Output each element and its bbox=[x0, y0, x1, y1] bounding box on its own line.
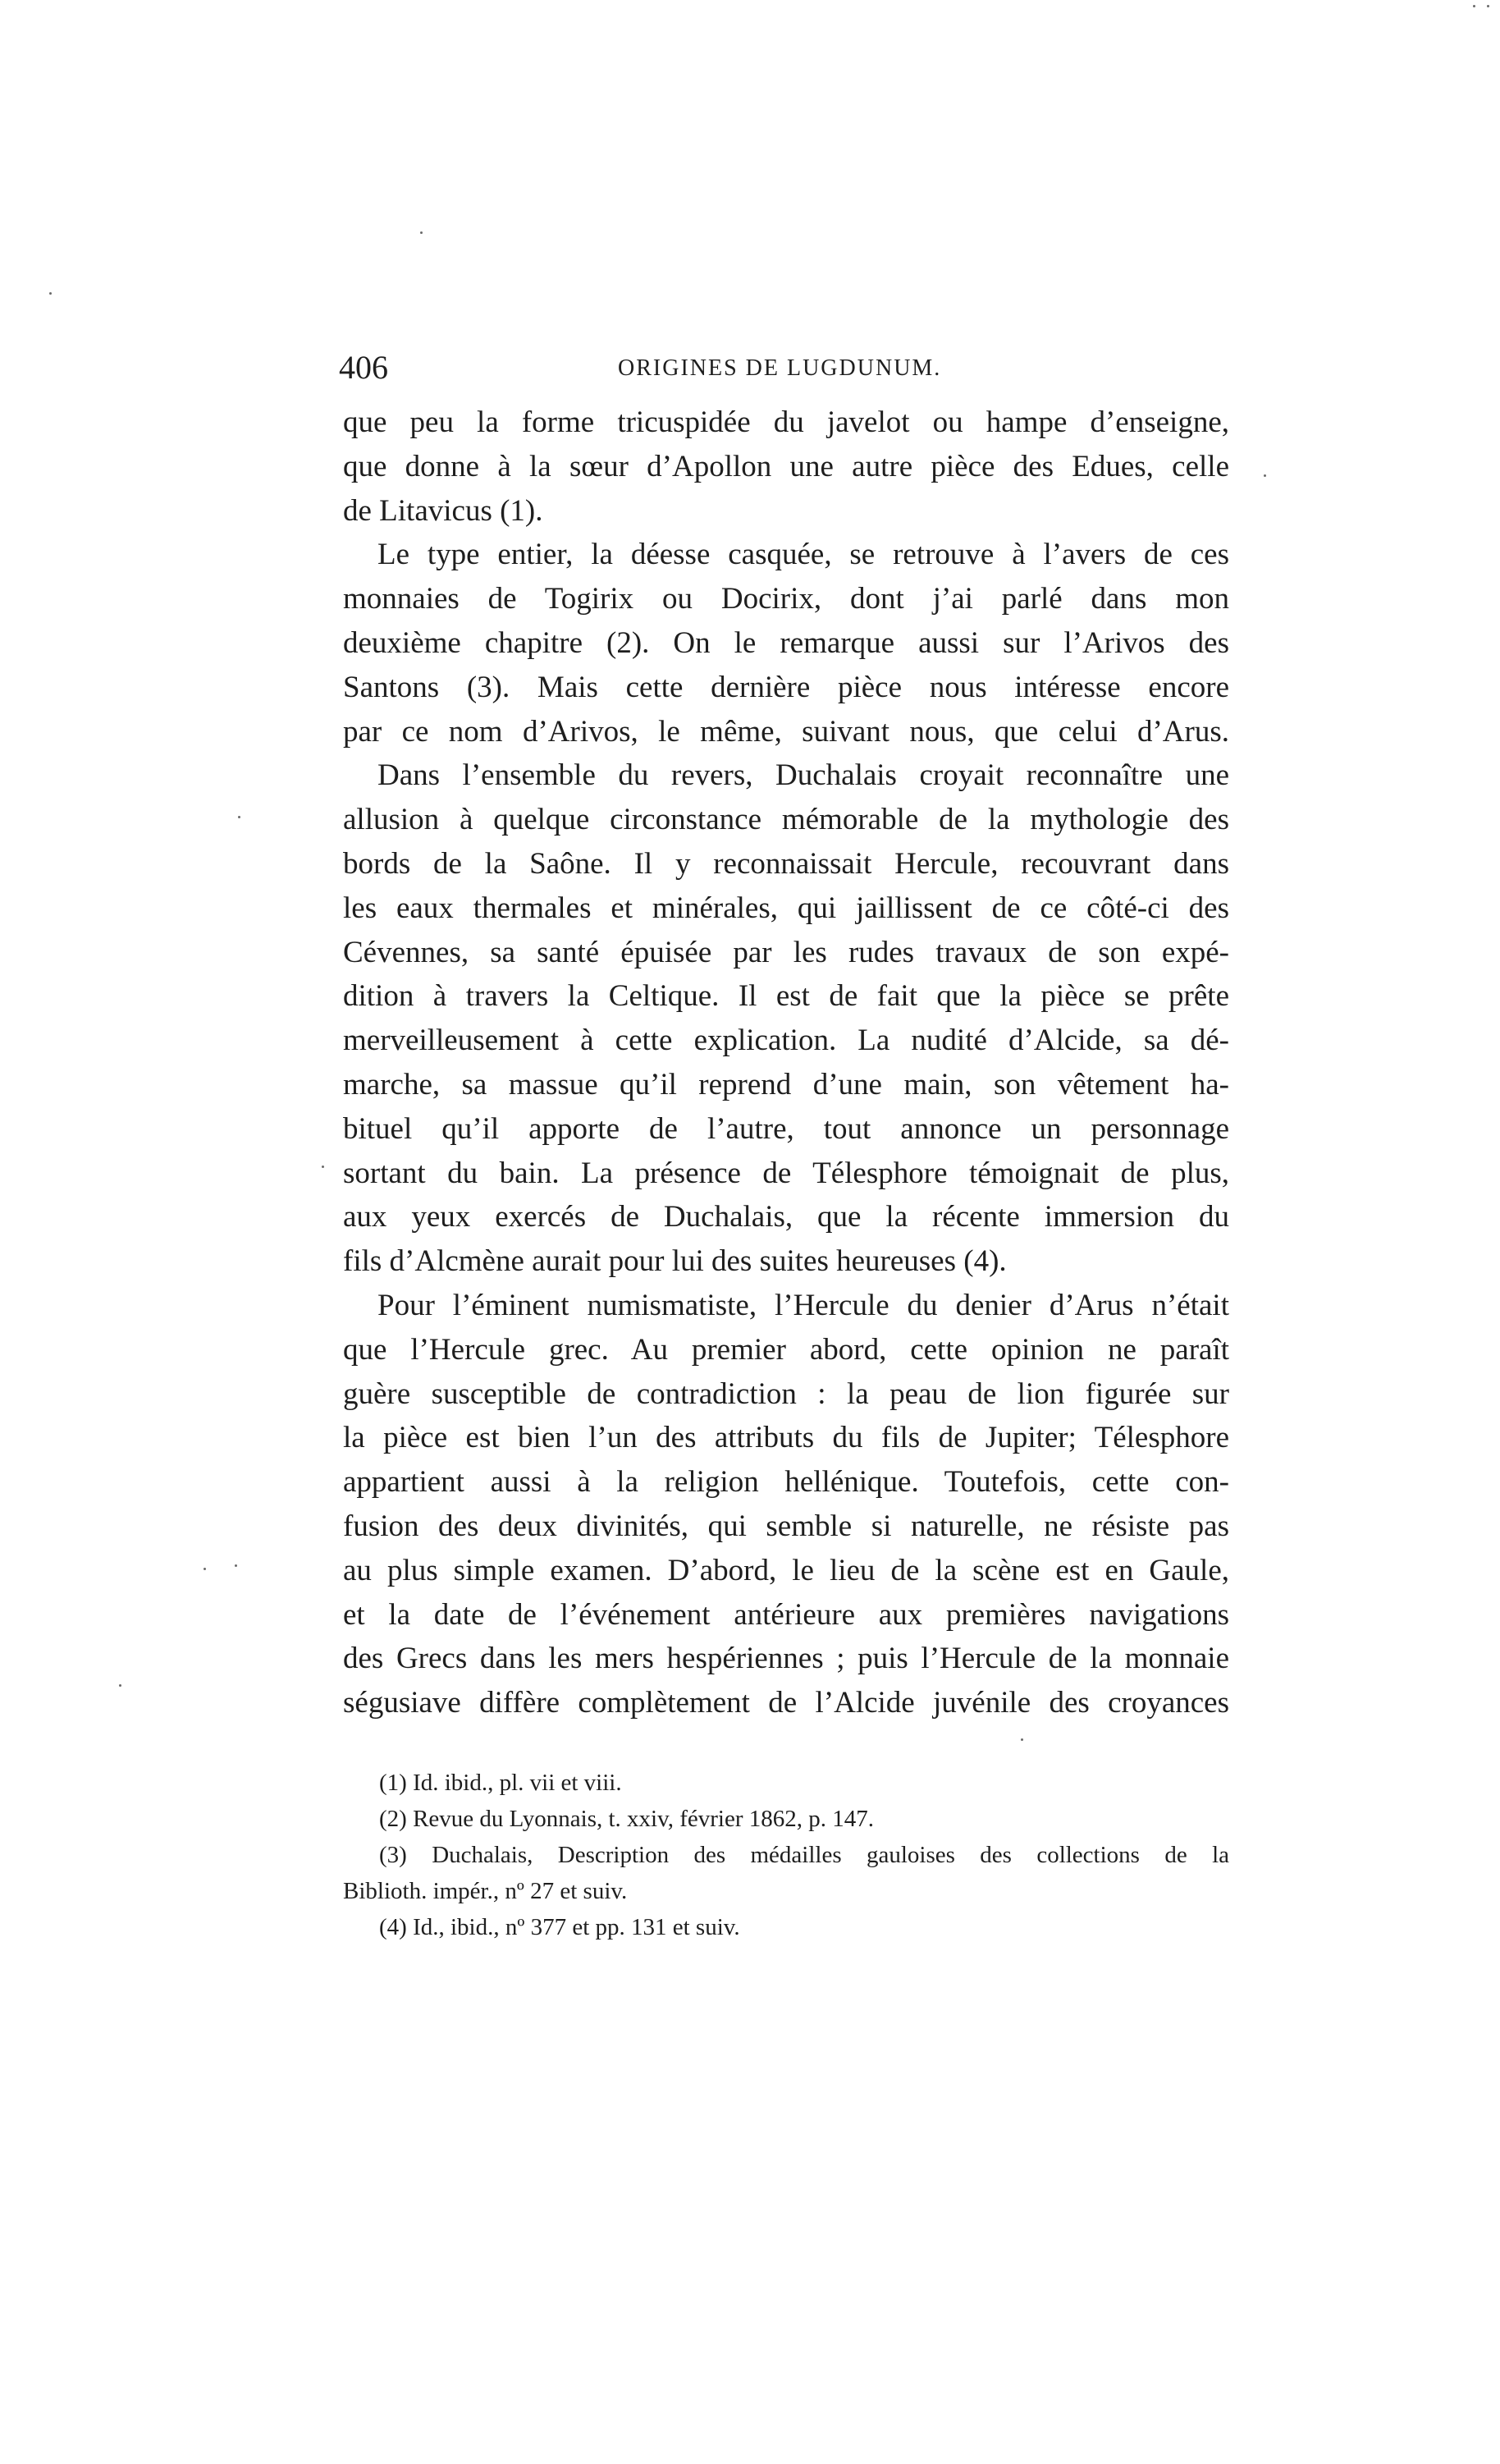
body-line: que peu la forme tricuspidée du javelot ou hampe d’enseigne, bbox=[343, 405, 1229, 439]
footnotes bbox=[343, 1765, 1229, 1945]
body-line: par ce nom d’Arivos, le même, suivant nous, que celui d’Arus. bbox=[343, 714, 1229, 749]
body-line: sortant du bain. La présence de Télesphore témoignait de plus, bbox=[343, 1156, 1229, 1190]
scan-speck bbox=[1473, 5, 1475, 7]
body-line: Cévennes, sa santé épuisée par les rudes travaux de son expé- bbox=[343, 935, 1229, 969]
page-number: 406 bbox=[339, 349, 388, 386]
body-line: aux yeux exercés de Duchalais, que la récente immersion du bbox=[343, 1200, 1229, 1234]
scan-speck bbox=[49, 292, 52, 295]
scan-speck bbox=[420, 231, 423, 234]
body-line: guère susceptible de contradiction : la peau de lion figurée sur bbox=[343, 1376, 1229, 1411]
body-line: des Grecs dans les mers hespériennes ; puis l’Hercule de la monnaie bbox=[343, 1642, 1229, 1676]
body-line: deuxième chapitre (2). On le remarque aussi sur l’Arivos des bbox=[343, 625, 1229, 660]
body-line: bords de la Saône. Il y reconnaissait Hercule, recouvrant dans bbox=[343, 846, 1229, 881]
body-line: dition à travers la Celtique. Il est de fait que la pièce se prête bbox=[343, 979, 1229, 1014]
scan-speck bbox=[1264, 474, 1266, 477]
running-title: ORIGINES DE LUGDUNUM. bbox=[618, 355, 942, 381]
footnote: (2) Revue du Lyonnais, t. xxiv, février 1862, p. 147. bbox=[379, 1806, 874, 1832]
body-line: au plus simple examen. D’abord, le lieu de la scène est en Gaule, bbox=[343, 1553, 1229, 1587]
scan-speck bbox=[1487, 5, 1489, 7]
body-line: les eaux thermales et minérales, qui jaillissent de ce côté-ci des bbox=[343, 891, 1229, 925]
page-header bbox=[339, 343, 1225, 392]
body-line: marche, sa massue qu’il reprend d’une main, son vêtement ha- bbox=[343, 1067, 1229, 1101]
footnote: (4) Id., ibid., nº 377 et pp. 131 et suiv. bbox=[379, 1914, 740, 1940]
scan-speck bbox=[204, 1568, 206, 1570]
scan-speck bbox=[1021, 1738, 1023, 1741]
body-line: monnaies de Togirix ou Docirix, dont j’ai parlé dans mon bbox=[343, 582, 1229, 616]
body-line: de Litavicus (1). bbox=[343, 493, 543, 528]
body-line: appartient aussi à la religion hellénique. Toutefois, cette con- bbox=[343, 1465, 1229, 1500]
footnote-continuation: Biblioth. impér., nº 27 et suiv. bbox=[343, 1878, 628, 1904]
body-line: merveilleusement à cette explication. La nudité d’Alcide, sa dé- bbox=[343, 1024, 1229, 1058]
body-line: que l’Hercule grec. Au premier abord, cette opinion ne paraît bbox=[343, 1332, 1229, 1367]
body-line: Le type entier, la déesse casquée, se retrouve à l’avers de ces bbox=[377, 538, 1229, 572]
scan-speck bbox=[119, 1684, 121, 1687]
scan-speck bbox=[235, 1564, 237, 1567]
footnote: (3) Duchalais, Description des médailles gauloises des collections de la bbox=[379, 1842, 1229, 1868]
body-line: Santons (3). Mais cette dernière pièce nous intéresse encore bbox=[343, 670, 1229, 704]
body-line: ségusiave diffère complètement de l’Alcide juvénile des croyances bbox=[343, 1686, 1229, 1720]
body-line: Pour l’éminent numismatiste, l’Hercule du denier d’Arus n’était bbox=[377, 1288, 1229, 1322]
body-text bbox=[343, 401, 1229, 1725]
body-line: fusion des deux divinités, qui semble si naturelle, ne résiste pas bbox=[343, 1509, 1229, 1543]
footnote: (1) Id. ibid., pl. vii et viii. bbox=[379, 1770, 622, 1796]
body-line: que donne à la sœur d’Apollon une autre pièce des Edues, celle bbox=[343, 449, 1229, 483]
body-line: fils d’Alcmène aurait pour lui des suites heureuses (4). bbox=[343, 1244, 1007, 1279]
body-line: Dans l’ensemble du revers, Duchalais croyait reconnaître une bbox=[377, 758, 1229, 793]
body-line: allusion à quelque circonstance mémorable de la mythologie des bbox=[343, 803, 1229, 837]
scan-speck bbox=[322, 1166, 324, 1168]
body-line: et la date de l’événement antérieure aux premières navigations bbox=[343, 1597, 1229, 1632]
body-line: la pièce est bien l’un des attributs du fils de Jupiter; Télesphore bbox=[343, 1421, 1229, 1455]
scan-speck bbox=[238, 816, 240, 818]
body-line: bituel qu’il apporte de l’autre, tout annonce un personnage bbox=[343, 1111, 1229, 1146]
